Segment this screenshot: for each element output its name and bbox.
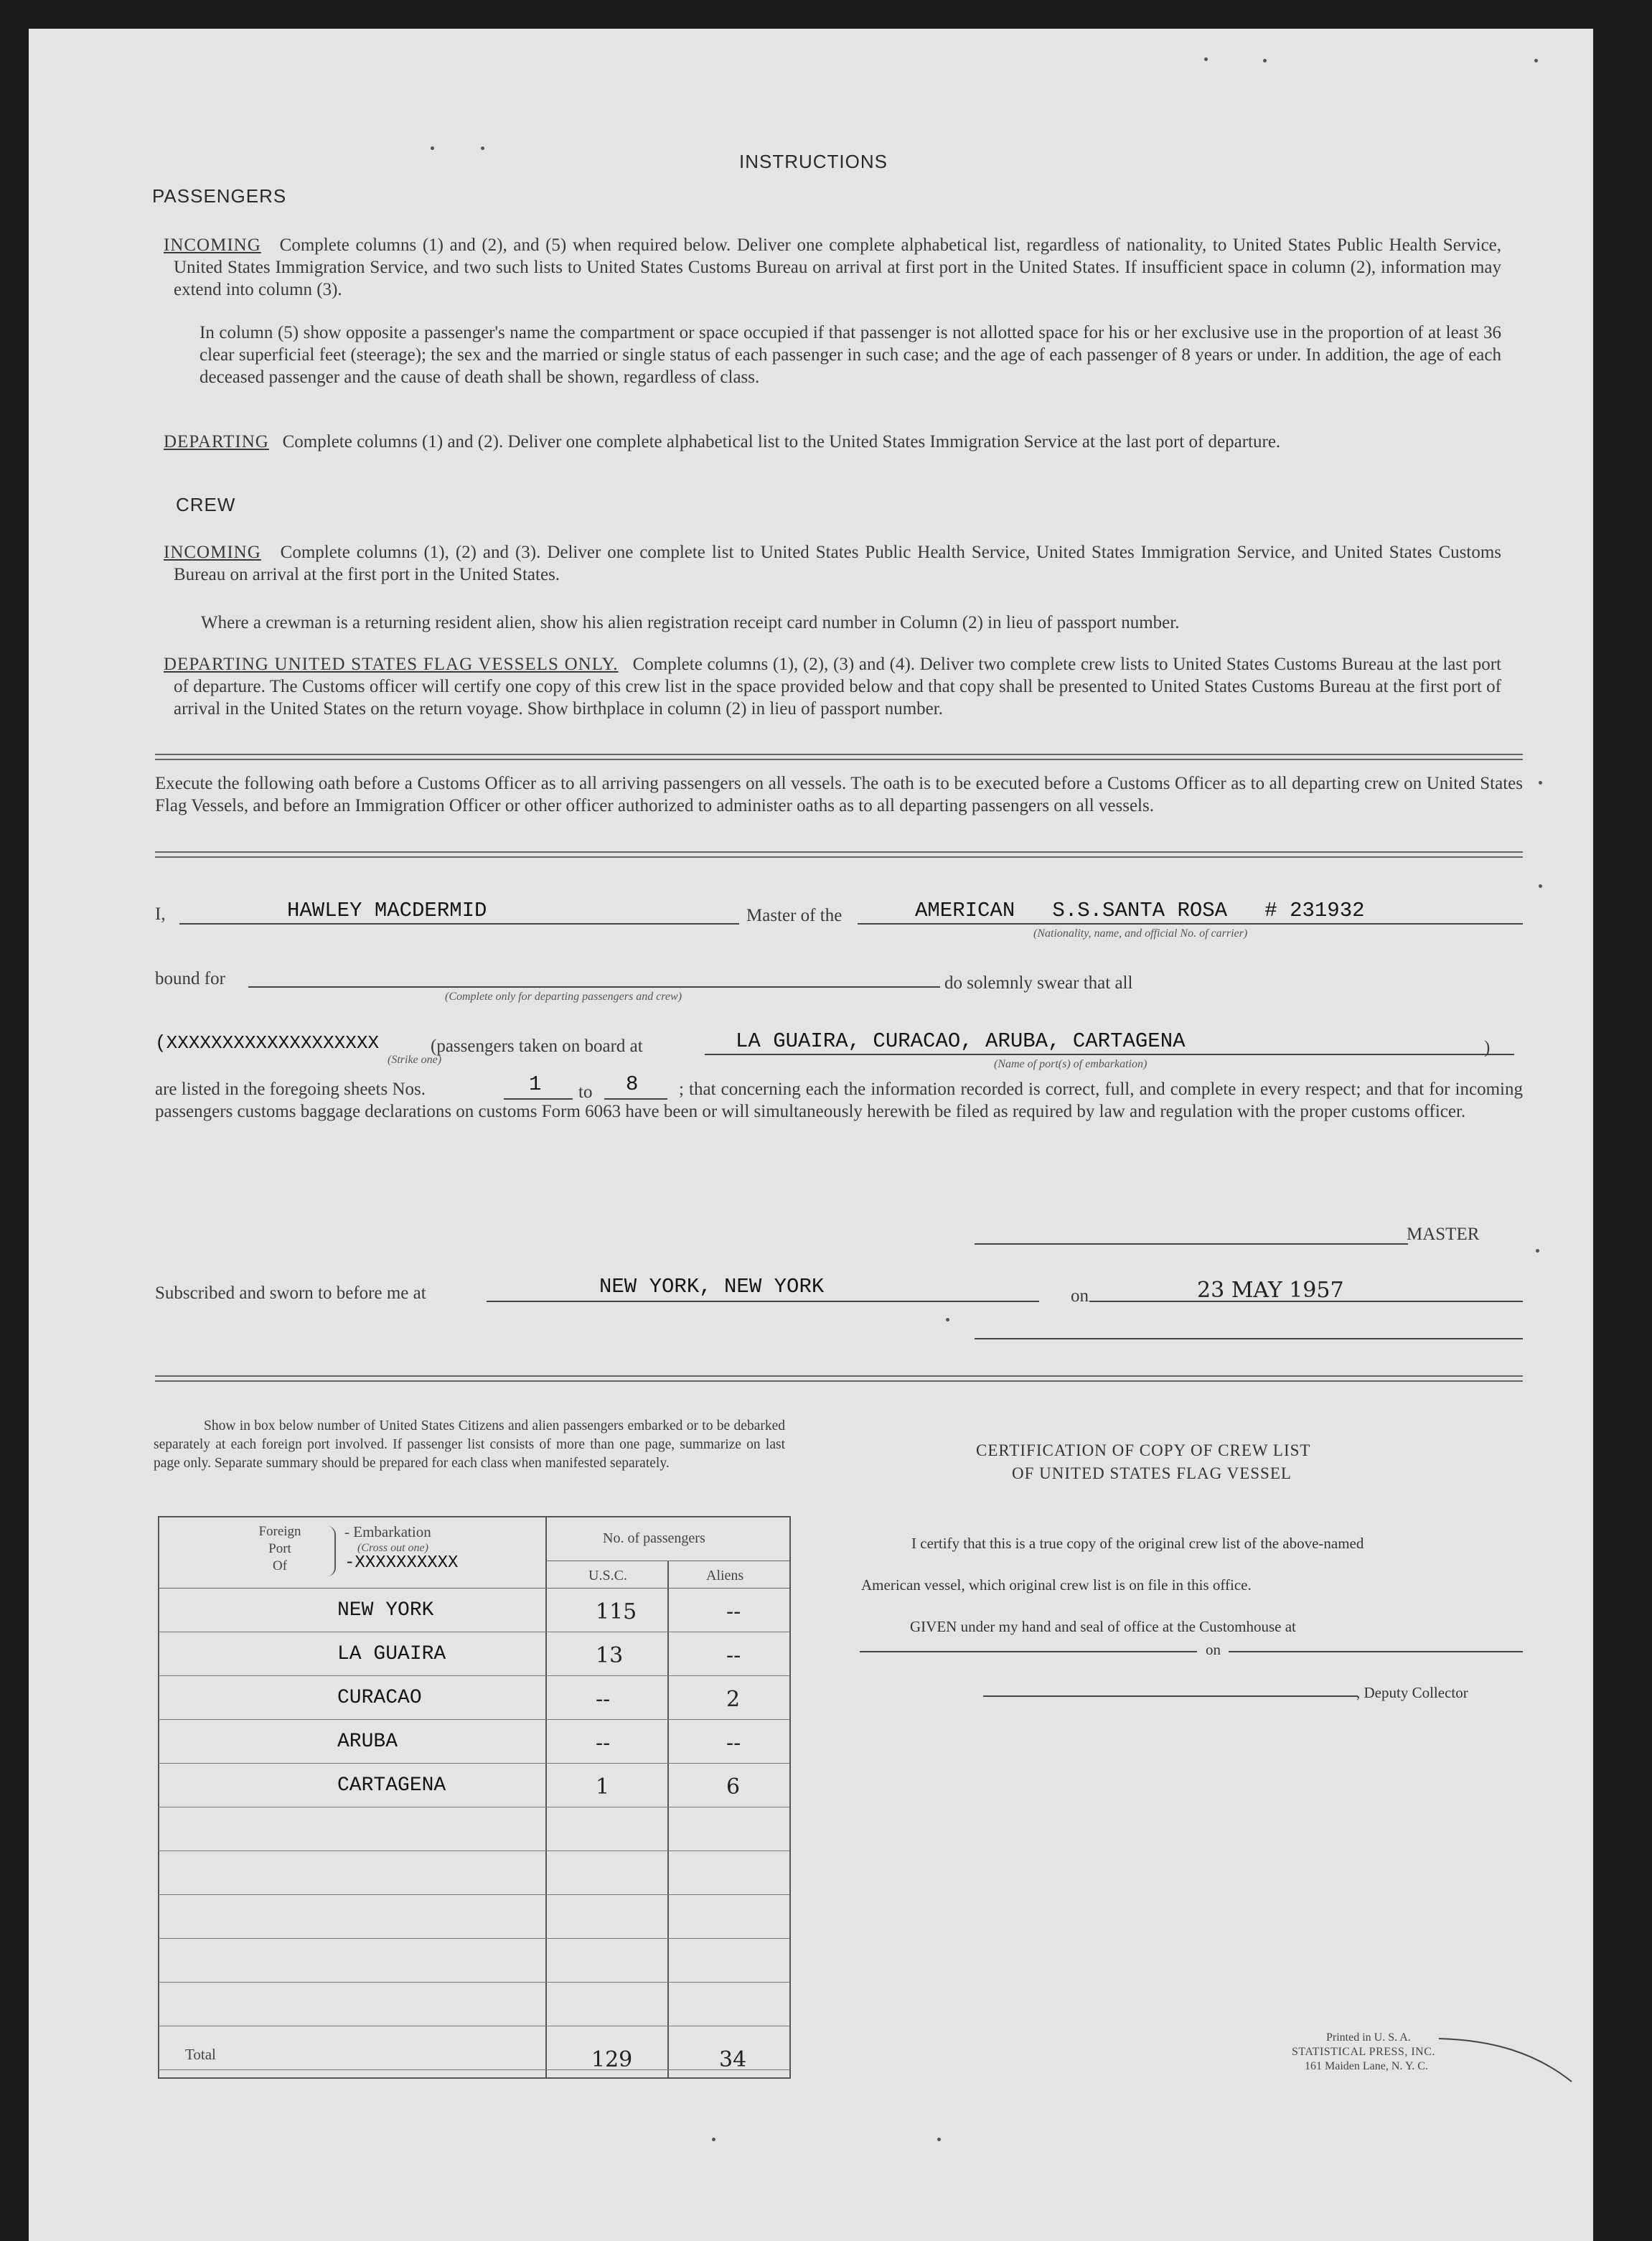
cross-out-caption: (Cross out one) xyxy=(357,1542,428,1554)
section-divider xyxy=(155,1375,1523,1382)
speck xyxy=(481,146,484,150)
row-usc: 13 xyxy=(596,1643,624,1668)
certify-line2: American vessel, which original crew list is on file in this office. xyxy=(861,1576,1252,1594)
row-port: NEW YORK xyxy=(337,1599,434,1622)
total-aliens: 34 xyxy=(719,2047,747,2072)
deputy-collector-label: , Deputy Collector xyxy=(1356,1684,1468,1701)
passenger-summary-box xyxy=(158,1516,791,2079)
row-port: LA GUAIRA xyxy=(337,1643,446,1665)
sworn-on-label: on xyxy=(1071,1286,1089,1306)
table-header-bottom xyxy=(158,1588,789,1589)
instructions-title: INSTRUCTIONS xyxy=(739,151,888,172)
table-row-divider xyxy=(158,2069,789,2070)
passengers-departing-paragraph xyxy=(164,431,1501,453)
bound-for-line xyxy=(248,986,940,988)
printer-line3: 161 Maiden Lane, N. Y. C. xyxy=(1305,2060,1428,2072)
master-signature-line xyxy=(975,1243,1408,1245)
row-port: ARUBA xyxy=(337,1731,398,1753)
speck xyxy=(1204,57,1208,61)
total-label: Total xyxy=(185,2046,216,2063)
passengers-heading: PASSENGERS xyxy=(152,185,287,207)
box-instruction: Show in box below number of United States Citizens and alien passengers embarked or to be debarked separately at each foreign port involved. If passenger list consists of more than one page, summarize on last page only. Separate summary should be prepared for each class when manifested separately. xyxy=(154,1418,785,1471)
certification-title-line2: OF UNITED STATES FLAG VESSEL xyxy=(1012,1464,1292,1482)
no-passengers-label: No. of passengers xyxy=(603,1530,705,1546)
master-label: MASTER xyxy=(1407,1225,1480,1244)
oath-i-label: I, xyxy=(155,904,166,924)
row-aliens: -- xyxy=(726,1643,741,1668)
customhouse-line xyxy=(860,1651,1197,1652)
row-usc: 115 xyxy=(596,1599,637,1624)
sheets-suffix: ; that concerning each the information recorded is correct, full, and complete in every respect; and that for incoming passengers customs baggage declarations on customs Form 6063 have been or will simultaneously herewith be filed as required by law and regulation with the proper customs officer. xyxy=(155,1080,1523,1121)
table-row-divider xyxy=(158,1719,789,1720)
printer-line1: Printed in U. S. A. xyxy=(1326,2031,1411,2044)
crew-departing-text: Complete columns (1), (2), (3) and (4). Deliver two complete crew lists to United States Customs Bureau at the last port of departure. The Customs officer will certify one copy of this crew list in the space provided below and that copy shall be presented to United States Customs Bureau at the first port of arrival in the United States on the return voyage. Show birthplace in column (2) in lieu of passport number. xyxy=(174,655,1501,719)
embarkation-label: - Embarkation xyxy=(344,1523,431,1540)
passengers-departing-text: Complete columns (1) and (2). Deliver one complete alphabetical list to the United States Immigration Service at the last port of departure. xyxy=(282,432,1281,452)
deputy-signature-line xyxy=(983,1695,1358,1697)
form-page xyxy=(29,29,1593,2241)
speck xyxy=(1263,59,1267,62)
table-row-divider xyxy=(158,1938,789,1939)
sheet-from: 1 xyxy=(529,1072,542,1096)
sworn-place-line xyxy=(487,1301,1039,1302)
certification-title-line1: CERTIFICATION OF COPY OF CREW LIST xyxy=(976,1441,1311,1459)
sworn-place: NEW YORK, NEW YORK xyxy=(599,1275,825,1299)
row-aliens: -- xyxy=(726,1731,741,1756)
table-col-divider xyxy=(545,1516,547,2077)
speck xyxy=(1536,1249,1539,1253)
passengers-column5-paragraph: In column (5) show opposite a passenger's name the compartment or space occupied if that passenger is not allotted space for his or her exclusive use in the proportion of at least 36 clear superficial feet (steerage); the sex and the married or single status of each passenger in such case; and the age of each passenger of 8 years or under. In addition, the age of each deceased passenger and the cause of death shall be shown, regardless of class. xyxy=(200,323,1501,387)
row-port: CARTAGENA xyxy=(337,1774,446,1797)
section-divider xyxy=(155,851,1523,858)
row-usc: 1 xyxy=(596,1774,610,1800)
passengers-incoming-label: INCOMING xyxy=(164,235,261,255)
row-aliens: -- xyxy=(726,1599,741,1624)
passengers-incoming-text: Complete columns (1) and (2), and (5) when required below. Deliver one complete alphabetical list, regardless of nationality, to United States Public Health Service, United States Immigration Service, and two such lists to United States Customs Bureau on arrival at first port in the United States. If insufficient space in column (2), information may extend into column (3). xyxy=(174,235,1502,299)
ports-line xyxy=(705,1054,1514,1055)
speck xyxy=(431,146,434,150)
aliens-label: Aliens xyxy=(706,1568,744,1583)
row-aliens: 6 xyxy=(726,1774,741,1800)
foreign-port-label: Foreign Port Of xyxy=(258,1524,301,1573)
to-label: to xyxy=(578,1082,593,1102)
crew-heading: CREW xyxy=(176,494,236,515)
sheets-prefix: are listed in the foregoing sheets Nos. xyxy=(155,1080,426,1099)
total-usc: 129 xyxy=(591,2047,633,2072)
speck xyxy=(1539,884,1542,888)
master-of-label: Master of the xyxy=(746,906,843,925)
passengers-departing-label: DEPARTING xyxy=(164,432,269,452)
crew-incoming-label: INCOMING xyxy=(164,543,261,562)
vessel-caption: (Nationality, name, and official No. of carrier) xyxy=(1033,927,1248,940)
table-row-divider xyxy=(158,1894,789,1895)
usc-label: U.S.C. xyxy=(588,1568,627,1583)
table-row-divider xyxy=(158,1763,789,1764)
bound-for-label: bound for xyxy=(155,969,225,988)
crew-incoming-text: Complete columns (1), (2) and (3). Deliver one complete list to United States Public Health Service, United States Immigration Service, and United States Customs Bureau on arrival at the first port in the United States. xyxy=(174,543,1502,584)
vessel-name: AMERICAN S.S.SANTA ROSA # 231932 xyxy=(915,899,1365,922)
struck-crew-passengers: (XXXXXXXXXXXXXXXXXXX xyxy=(155,1032,380,1054)
subscribed-label: Subscribed and sworn to before me at xyxy=(155,1283,426,1303)
crew-departing-label: DEPARTING UNITED STATES FLAG VESSELS ONLY. xyxy=(164,655,619,674)
table-row-divider xyxy=(158,1675,789,1676)
speck xyxy=(1534,59,1538,62)
officer-signature-line xyxy=(975,1338,1523,1339)
sheet-to: 8 xyxy=(626,1072,639,1096)
speck xyxy=(712,2138,715,2141)
close-paren: ) xyxy=(1484,1038,1491,1057)
printer-flourish-icon xyxy=(1435,2031,1579,2089)
debarkation-struck: -XXXXXXXXXX xyxy=(344,1553,459,1573)
passengers-taken-label: (passengers taken on board at xyxy=(431,1037,643,1056)
bound-for-caption: (Complete only for departing passengers and crew) xyxy=(445,991,682,1003)
passengers-incoming-paragraph xyxy=(164,234,1502,301)
certification-date-line xyxy=(1229,1651,1523,1652)
printer-line2: STATISTICAL PRESS, INC. xyxy=(1292,2046,1435,2058)
table-col-divider xyxy=(667,1561,669,2077)
oath-instruction: Execute the following oath before a Customs Officer as to all arriving passengers on all vessels. The oath is to be executed before a Customs Officer as to all departing crew on United States Flag Vessels, and before an Immigration Officer or other officer authorized to administer oaths as to all departing passengers on all vessels. xyxy=(155,774,1523,815)
table-row-divider xyxy=(158,1982,789,1983)
master-name: HAWLEY MACDERMID xyxy=(287,899,487,922)
speck xyxy=(946,1318,949,1321)
given-text: GIVEN under my hand and seal of office at the Customhouse at xyxy=(910,1618,1296,1635)
embarkation-ports: LA GUAIRA, CURACAO, ARUBA, CARTAGENA xyxy=(736,1029,1186,1053)
brace-icon xyxy=(323,1526,336,1576)
speck xyxy=(1539,781,1542,785)
row-usc: -- xyxy=(596,1687,611,1712)
crew-resident-paragraph: Where a crewman is a returning resident alien, show his alien registration receipt card number in Column (2) in lieu of passport number. xyxy=(201,613,1180,632)
row-usc: -- xyxy=(596,1731,611,1756)
strike-caption: (Strike one) xyxy=(388,1054,442,1066)
speck xyxy=(937,2138,941,2141)
section-divider xyxy=(155,754,1523,760)
ports-caption: (Name of port(s) of embarkation) xyxy=(994,1058,1148,1070)
swear-label: do solemnly swear that all xyxy=(944,973,1133,993)
sworn-date: 23 MAY 1957 xyxy=(1197,1278,1344,1303)
row-aliens: 2 xyxy=(726,1687,741,1712)
row-port: CURACAO xyxy=(337,1687,422,1709)
vessel-line xyxy=(858,923,1523,925)
master-name-line xyxy=(179,923,739,925)
certification-on-label: on xyxy=(1206,1641,1221,1658)
crew-incoming-paragraph xyxy=(164,541,1502,586)
crew-departing-paragraph xyxy=(164,653,1501,720)
certify-line1: I certify that this is a true copy of the original crew list of the above-named xyxy=(911,1535,1364,1552)
